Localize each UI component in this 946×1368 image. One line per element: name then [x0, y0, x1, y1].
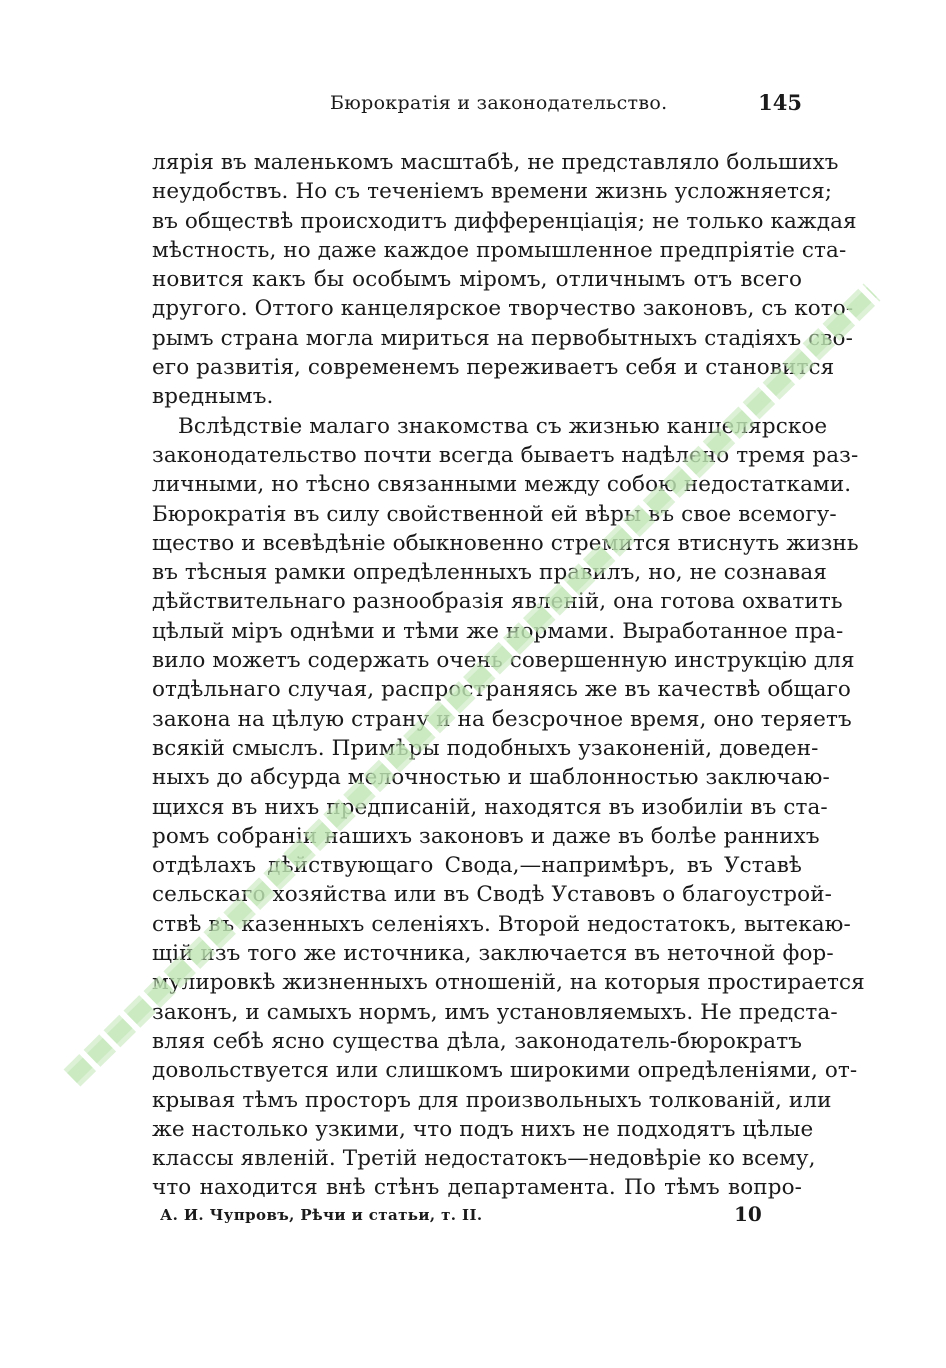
text-line: личными, но тѣсно связанными между собою недостатками. [152, 472, 852, 498]
text-line: отдѣлахъ дѣйствующаго Свода,—напримѣръ, въ Уставѣ [152, 853, 802, 879]
text-line: ромъ собраніи нашихъ законовъ и даже въ болѣе раннихъ [152, 823, 820, 849]
paragraph-start-line: Вслѣдствіе малаго знакомства съ жизнью канцелярское [178, 413, 828, 439]
text-line: другого. Оттого канцелярское творчество законовъ, съ кото- [152, 296, 854, 322]
text-line: что находится внѣ стѣнъ департамента. По тѣмъ вопро- [152, 1175, 802, 1201]
text-line: Бюрократія въ силу свойственной ей вѣры въ свое всемогу- [152, 501, 837, 527]
running-title: Бюрократія и законодательство. [330, 92, 668, 114]
text-line: рымъ страна могла мириться на первобытныхъ стадіяхъ сво- [152, 325, 853, 351]
text-line: щество и всевѣдѣніе обыкновенно стремится втиснуть жизнь [152, 530, 859, 556]
running-head [150, 92, 802, 122]
text-line: же настолько узкими, что подъ нихъ не подходятъ цѣлые [152, 1116, 814, 1142]
signature-line: А. И. Чупровъ, Рѣчи и статьи, т. II. [160, 1206, 483, 1224]
text-line: довольствуется или слишкомъ широкими опредѣленіями, от- [152, 1058, 858, 1084]
text-line: мулировкѣ жизненныхъ отношеній, на которыя простирается [152, 970, 865, 996]
text-line: щій изъ того же источника, заключается въ неточной фор- [152, 941, 834, 967]
text-line: законъ, и самыхъ нормъ, имъ установляемыхъ. Не предста- [152, 999, 838, 1025]
text-line: ныхъ до абсурда мелочностью и шаблонностью заключаю- [152, 765, 830, 791]
page-footer [160, 1202, 760, 1232]
body-text [152, 148, 865, 1203]
text-line: цѣлый міръ однѣми и тѣми же нормами. Выработанное пра- [152, 618, 844, 644]
text-line: дѣйствительнаго разнообразія явленій, она готова охватить [152, 589, 843, 615]
text-line: мѣстность, но даже каждое промышленное предпріятіе ста- [152, 237, 847, 263]
text-line: вляя себѣ ясно существа дѣла, законодатель-бюрократъ [152, 1028, 802, 1054]
text-line: крывая тѣмъ просторъ для произвольныхъ толкованій, или [152, 1087, 832, 1113]
text-line: классы явленій. Третій недостатокъ—недовѣріе ко всему, [152, 1146, 816, 1172]
text-line: вреднымъ. [152, 384, 274, 410]
sheet-number: 10 [734, 1202, 762, 1226]
text-line: его развитія, современемъ переживаетъ себя и становится [152, 355, 835, 381]
text-line: законодательство почти всегда бываетъ надѣлено тремя раз- [152, 442, 859, 468]
text-line: вило можетъ содержать очень совершенную инструкцію для [152, 648, 855, 674]
text-line: отдѣльнаго случая, распространяясь же въ качествѣ общаго [152, 677, 851, 703]
text-line: новится какъ бы особымъ міромъ, отличнымъ отъ всего [152, 267, 802, 293]
text-line: сельскаго хозяйства или въ Сводѣ Уставовъ о благоустрой- [152, 882, 833, 908]
text-line: закона на цѣлую страну и на безсрочное время, оно теряетъ [152, 706, 852, 732]
text-line: неудобствъ. Но съ теченіемъ времени жизнь усложняется; [152, 179, 833, 205]
text-line: щихся въ нихъ предписаній, находятся въ изобиліи въ ста- [152, 794, 828, 820]
text-line: въ тѣсныя рамки опредѣленныхъ правилъ, но, не сознавая [152, 560, 827, 586]
text-line: всякій смыслъ. Примѣры подобныхъ узаконеній, доведен- [152, 735, 819, 761]
page-number: 145 [758, 90, 802, 115]
text-line: въ обществѣ происходитъ дифференціація; не только каждая [152, 208, 857, 234]
text-line: лярія въ маленькомъ масштабѣ, не представляло большихъ [152, 150, 839, 175]
text-line: ствѣ въ казенныхъ селеніяхъ. Второй недостатокъ, вытекаю- [152, 911, 851, 937]
